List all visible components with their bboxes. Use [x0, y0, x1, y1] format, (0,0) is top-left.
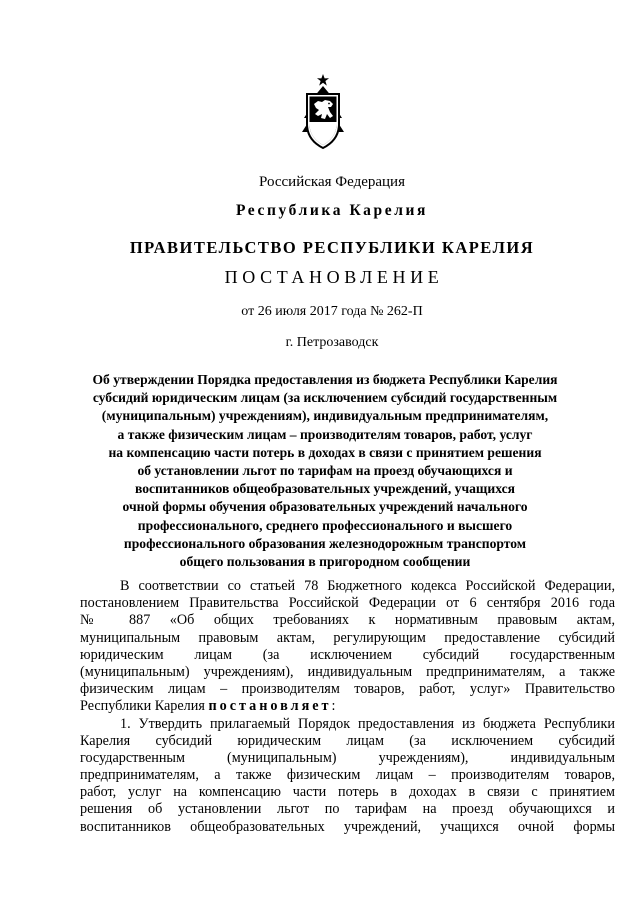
karelia-coat-of-arms-icon — [300, 74, 346, 150]
body-line: муниципальным правовым актам, регулирующим предоставление субсидий — [80, 629, 615, 646]
body-line: воспитанников общеобразовательных учреждений, учащихся очной формы — [80, 818, 615, 835]
title-line: об установлении льгот по тарифам на проезд обучающихся и — [137, 463, 513, 479]
title-line: профессионального, среднего профессионального и высшего — [137, 517, 513, 533]
title-line: а также физическим лицам – производителям товаров, работ, услуг — [117, 426, 533, 442]
country-name: Российская Федерация — [259, 174, 405, 190]
decree-type: ПОСТАНОВЛЕНИЕ — [224, 267, 444, 287]
decree-date-number: от 26 июля 2017 года № 262-П — [241, 304, 423, 319]
body-line: 1. Утвердить прилагаемый Порядок предоставления из бюджета Республики — [120, 715, 615, 732]
body-line: В соответствии со статьей 78 Бюджетного кодекса Российской Федерации, — [120, 578, 615, 594]
republic-name: Республика Карелия — [235, 202, 429, 219]
body-line: юридическим лицам (за исключением субсидий государственным — [80, 646, 615, 663]
decree-word: постановляет — [208, 698, 332, 715]
title-line: субсидий юридическим лицам (за исключением субсидий государственным — [92, 390, 558, 406]
body-line: работ, услуг на компенсацию части потерь в доходах в связи с принятием — [80, 784, 615, 801]
body-line: № 887 «Об общих требованиях к нормативным правовым актам, — [80, 612, 615, 629]
decree-title — [80, 371, 570, 571]
title-line: общего пользования в пригородном сообщении — [179, 554, 471, 570]
body-line-suffix: : — [331, 698, 336, 715]
government-name: ПРАВИТЕЛЬСТВО РЕСПУБЛИКИ КАРЕЛИЯ — [129, 238, 535, 257]
body-line-decree — [80, 698, 615, 715]
title-line: (муниципальным) учреждениям), индивидуальным предпринимателям, — [101, 408, 549, 424]
decree-city: г. Петрозаводск — [285, 335, 379, 350]
body-line: государственным (муниципальным) учреждениям), индивидуальным — [80, 749, 615, 766]
title-line: воспитанников общеобразовательных учреждений, учащихся — [134, 481, 516, 497]
title-line: Об утверждении Порядка предоставления из бюджета Республики Карелия — [92, 372, 558, 387]
body-line: (муниципальным) учреждениям), индивидуальным предпринимателям, а также — [80, 663, 615, 680]
body-line-prefix: Республики Карелия — [80, 698, 209, 715]
title-line: на компенсацию части потерь в доходах в связи с принятием решения — [108, 444, 542, 460]
body-line: предпринимателям, а также физическим лицам – производителям товаров, — [80, 767, 615, 784]
title-line: очной формы обучения образовательных учреждений начального — [122, 499, 528, 515]
title-line: профессионального образования железнодорожным транспортом — [123, 535, 527, 551]
decree-body — [80, 578, 615, 836]
body-line: решения об установлении льгот по тарифам на проезд обучающихся и — [80, 801, 615, 818]
body-line: физическим лицам – производителям товаров, работ, услуг» Правительство — [80, 681, 615, 698]
body-line: постановлением Правительства Российской Федерации от 6 сентября 2016 года — [80, 595, 615, 612]
body-line: Карелия субсидий юридическим лицам (за исключением субсидий — [80, 732, 615, 749]
